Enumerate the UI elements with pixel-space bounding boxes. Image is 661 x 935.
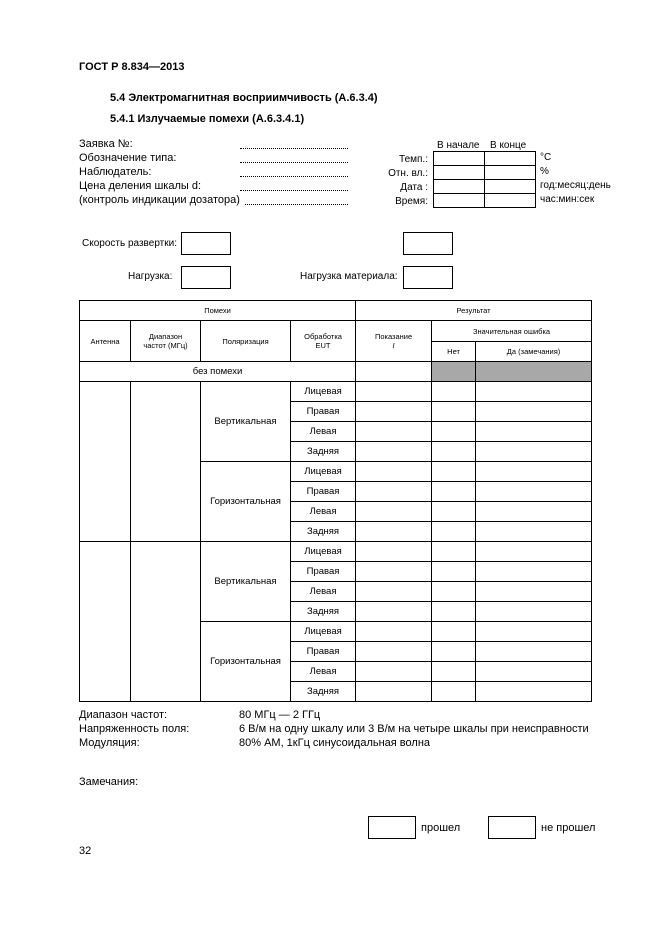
scale-division-input[interactable] <box>240 190 348 191</box>
failed-label: не прошел <box>541 822 596 834</box>
polarization-horizontal: Горизонтальная <box>201 622 291 702</box>
reading-cell[interactable] <box>356 522 432 542</box>
side-left: Левая <box>291 662 356 682</box>
field-scale-division: Цена деления шкалы d: <box>79 180 201 192</box>
time-label: Время: <box>395 196 428 207</box>
no-cell[interactable] <box>432 582 476 602</box>
side-left: Левая <box>291 502 356 522</box>
side-right: Правая <box>291 562 356 582</box>
yes-cell[interactable] <box>476 502 592 522</box>
passed-checkbox[interactable] <box>368 816 416 839</box>
no-cell[interactable] <box>432 422 476 442</box>
no-cell[interactable] <box>432 462 476 482</box>
observer-input[interactable] <box>240 176 348 177</box>
reading-cell[interactable] <box>356 582 432 602</box>
humidity-label: Отн. вл.: <box>388 168 428 179</box>
yes-cell[interactable] <box>476 682 592 702</box>
yes-cell[interactable] <box>476 402 592 422</box>
yes-cell[interactable] <box>476 442 592 462</box>
sweep-speed-extra-input[interactable] <box>403 232 453 255</box>
yes-cell[interactable] <box>476 622 592 642</box>
no-cell[interactable] <box>432 442 476 462</box>
eut-header: Обработка EUT <box>291 321 356 362</box>
temp-start-input[interactable] <box>433 151 485 166</box>
field-application: Заявка №: <box>79 138 133 150</box>
humidity-end-input[interactable] <box>484 165 536 180</box>
side-back: Задняя <box>291 682 356 702</box>
col-end-label: В конце <box>490 140 527 151</box>
side-right: Правая <box>291 482 356 502</box>
side-front: Лицевая <box>291 382 356 402</box>
freq-range-cell[interactable] <box>131 382 201 542</box>
remarks-label: Замечания: <box>79 776 139 788</box>
no-header: Нет <box>432 342 476 362</box>
side-right: Правая <box>291 642 356 662</box>
reading-cell[interactable] <box>356 402 432 422</box>
yes-cell[interactable] <box>476 562 592 582</box>
col-start-label: В начале <box>437 140 480 151</box>
side-back: Задняя <box>291 442 356 462</box>
yes-cell[interactable] <box>476 462 592 482</box>
modulation-label: Модуляция: <box>79 737 140 749</box>
no-interference-row: без помехи <box>80 362 356 382</box>
yes-cell[interactable] <box>476 422 592 442</box>
no-cell[interactable] <box>432 502 476 522</box>
side-front: Лицевая <box>291 542 356 562</box>
no-cell[interactable] <box>432 562 476 582</box>
date-unit: год:месяц:день <box>540 180 611 191</box>
date-start-input[interactable] <box>433 179 485 194</box>
antenna-cell[interactable] <box>80 542 131 702</box>
side-front: Лицевая <box>291 462 356 482</box>
humidity-start-input[interactable] <box>433 165 485 180</box>
field-strength-label: Напряженность поля: <box>79 723 190 735</box>
type-input[interactable] <box>240 162 348 163</box>
significant-error-header: Значительная ошибка <box>432 321 592 342</box>
reading-cell[interactable] <box>356 622 432 642</box>
yes-cell[interactable] <box>476 582 592 602</box>
section-title: 5.4 Электромагнитная восприимчивость (А.6.3.4) <box>110 92 378 104</box>
date-end-input[interactable] <box>484 179 536 194</box>
reading-cell[interactable] <box>356 502 432 522</box>
yes-cell[interactable] <box>476 482 592 502</box>
field-type: Обозначение типа: <box>79 152 177 164</box>
temp-end-input[interactable] <box>484 151 536 166</box>
load-input[interactable] <box>181 266 231 289</box>
material-load-input[interactable] <box>403 266 453 289</box>
yes-header: Да (замечания) <box>476 342 592 362</box>
interference-table <box>79 300 592 702</box>
reading-cell[interactable] <box>356 682 432 702</box>
side-left: Левая <box>291 422 356 442</box>
date-label: Дата : <box>400 182 428 193</box>
modulation-value: 80% АМ, 1кГц синусоидальная волна <box>239 737 431 749</box>
side-left: Левая <box>291 582 356 602</box>
material-load-label: Нагрузка материала: <box>300 271 398 282</box>
group-result-header: Результат <box>356 301 592 321</box>
side-right: Правая <box>291 402 356 422</box>
polarization-header: Поляризация <box>201 321 291 362</box>
time-unit: час:мин:сек <box>540 194 595 205</box>
no-cell[interactable] <box>432 542 476 562</box>
reading-cell[interactable] <box>356 562 432 582</box>
page-number: 32 <box>79 845 92 857</box>
side-back: Задняя <box>291 522 356 542</box>
temp-label: Темп.: <box>399 154 428 165</box>
sweep-speed-input[interactable] <box>181 232 231 255</box>
dispenser-control-input[interactable] <box>245 204 348 205</box>
sweep-speed-label: Скорость развертки: <box>82 238 177 249</box>
freq-label: Диапазон частот: <box>79 709 168 721</box>
reading-cell[interactable] <box>356 662 432 682</box>
yes-cell[interactable] <box>476 662 592 682</box>
no-cell[interactable] <box>432 522 476 542</box>
no-cell[interactable] <box>432 482 476 502</box>
yes-cell[interactable] <box>476 522 592 542</box>
field-observer: Наблюдатель: <box>79 166 152 178</box>
polarization-vertical: Вертикальная <box>201 542 291 622</box>
reading-header-symbol: I <box>392 341 395 350</box>
no-cell[interactable] <box>432 602 476 622</box>
no-cell[interactable] <box>432 662 476 682</box>
field-dispenser-control: (контроль индикации дозатора) <box>79 194 240 206</box>
humidity-unit: % <box>540 166 549 177</box>
freq-value: 80 МГц — 2 ГГц <box>239 709 321 721</box>
antenna-header: Антенна <box>80 321 131 362</box>
reading-cell[interactable] <box>356 362 432 382</box>
side-back: Задняя <box>291 602 356 622</box>
reading-cell[interactable] <box>356 542 432 562</box>
polarization-horizontal: Горизонтальная <box>201 462 291 542</box>
no-cell[interactable] <box>432 622 476 642</box>
time-start-input[interactable] <box>433 193 485 208</box>
section-subtitle: 5.4.1 Излучаемые помехи (А.6.3.4.1) <box>110 113 305 125</box>
reading-cell[interactable] <box>356 482 432 502</box>
yes-cell[interactable] <box>476 542 592 562</box>
no-cell[interactable] <box>432 642 476 662</box>
yes-cell-grey <box>476 362 592 382</box>
reading-header <box>356 321 432 362</box>
time-end-input[interactable] <box>484 193 536 208</box>
yes-cell[interactable] <box>476 382 592 402</box>
reading-cell[interactable] <box>356 422 432 442</box>
failed-checkbox[interactable] <box>488 816 536 839</box>
yes-cell[interactable] <box>476 642 592 662</box>
reading-cell[interactable] <box>356 462 432 482</box>
application-input[interactable] <box>240 148 348 149</box>
group-interference-header: Помехи <box>80 301 356 321</box>
no-cell[interactable] <box>432 682 476 702</box>
side-front: Лицевая <box>291 622 356 642</box>
freq-range-cell[interactable] <box>131 542 201 702</box>
reading-header-label: Показание <box>374 332 413 341</box>
standard-header: ГОСТ Р 8.834—2013 <box>79 61 185 73</box>
temp-unit: °C <box>540 152 552 163</box>
no-cell[interactable] <box>432 402 476 422</box>
reading-cell[interactable] <box>356 442 432 462</box>
antenna-cell[interactable] <box>80 382 131 542</box>
reading-cell[interactable] <box>356 642 432 662</box>
no-cell[interactable] <box>432 382 476 402</box>
reading-cell[interactable] <box>356 382 432 402</box>
reading-cell[interactable] <box>356 602 432 622</box>
passed-label: прошел <box>421 822 461 834</box>
polarization-vertical: Вертикальная <box>201 382 291 462</box>
freq-range-header: Диапазон частот (МГц) <box>131 321 201 362</box>
yes-cell[interactable] <box>476 602 592 622</box>
load-label: Нагрузка: <box>128 271 173 282</box>
no-cell-grey <box>432 362 476 382</box>
field-strength-value: 6 В/м на одну шкалу или 3 В/м на четыре шкалы при неисправности <box>239 723 589 735</box>
